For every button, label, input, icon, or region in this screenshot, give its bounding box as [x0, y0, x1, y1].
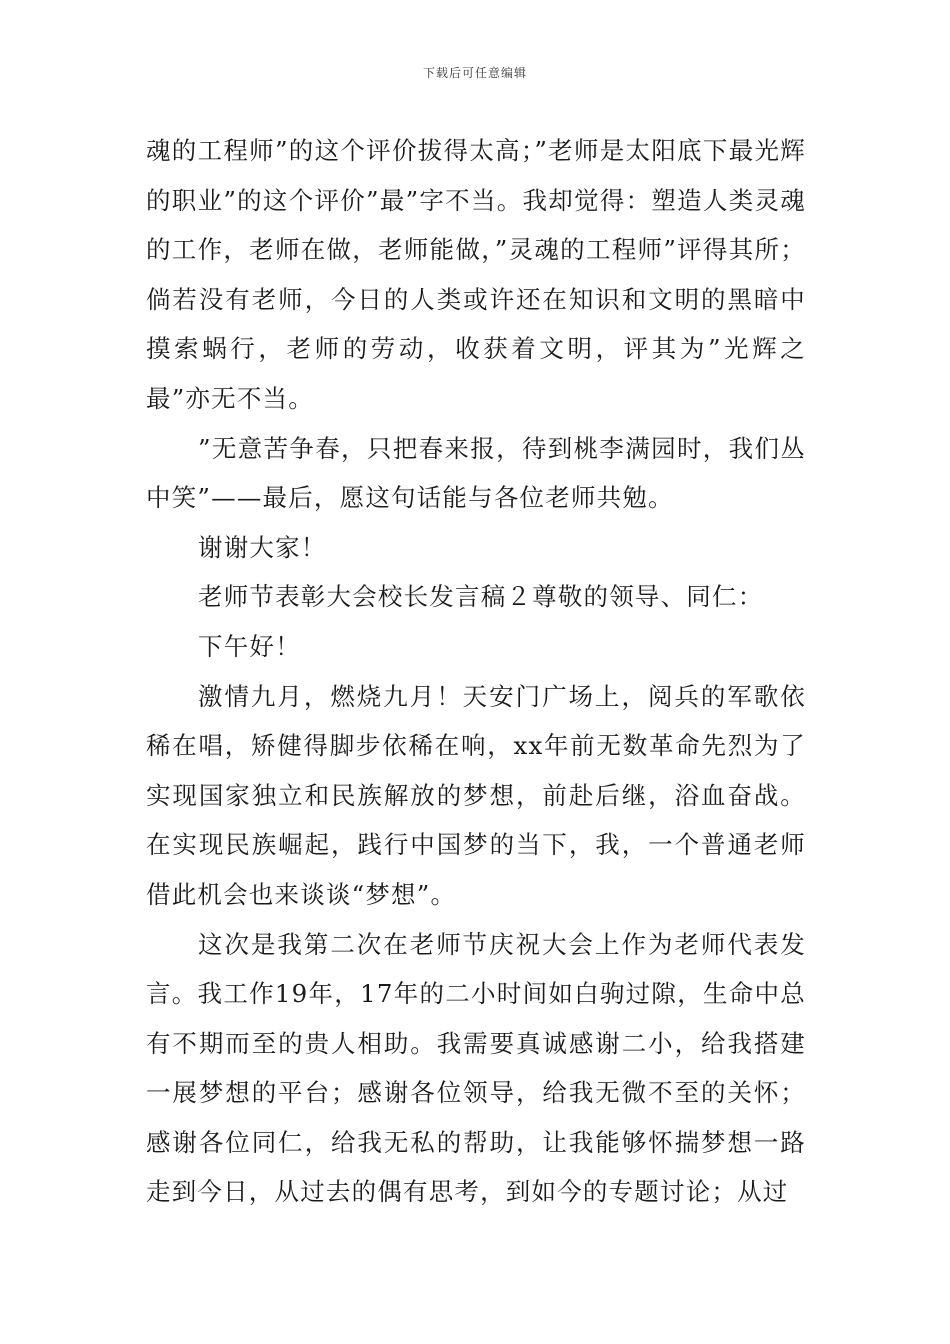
paragraph-4: 老师节表彰大会校长发言稿２尊敬的领导、同仁：: [198, 582, 764, 612]
paragraph-2: ”无意苦争春，只把春来报，待到桃李满园时，我们丛中笑”——最后，愿这句话能与各位老师共勉。: [146, 433, 806, 513]
document-body: [146, 126, 806, 1217]
paragraph-7: 这次是我第二次在老师节庆祝大会上作为老师代表发言。我工作19年，17年的二小时间如白驹过隙，生命中总有不期而至的贵人相助。我需要真诚感谢二小，给我搭建一展梦想的平台；感谢各位领导，给我无微不至的关怀；感谢各位同仁，给我无私的帮助，让我能够怀揣梦想一路走到今日，从过去的偶有思考，到如今的专题讨论；从过: [146, 929, 806, 1207]
paragraph-3: 谢谢大家！: [198, 532, 327, 562]
paragraph-1: 魂的工程师”的这个评价拔得太高；”老师是太阳底下最光辉的职业”的这个评价”最”字不当。我却觉得：塑造人类灵魂的工作，老师在做，老师能做，”灵魂的工程师”评得其所；倘若没有老师，今日的人类或许还在知识和文明的黑暗中摸索蜗行，老师的劳动，收获着文明，评其为”光辉之最”亦无不当。: [146, 136, 806, 413]
page-header: 下载后可任意编辑: [422, 66, 527, 80]
paragraph-5: 下午好！: [198, 631, 301, 661]
paragraph-6: 激情九月，燃烧九月！天安门广场上，阅兵的军歌依稀在唱，矫健得脚步依稀在响，xx年前无数革命先烈为了实现国家独立和民族解放的梦想，前赴后继，浴血奋战。在实现民族崛起，践行中国梦的当下，我，一个普通老师借此机会也来谈谈“梦想”。: [146, 681, 806, 909]
